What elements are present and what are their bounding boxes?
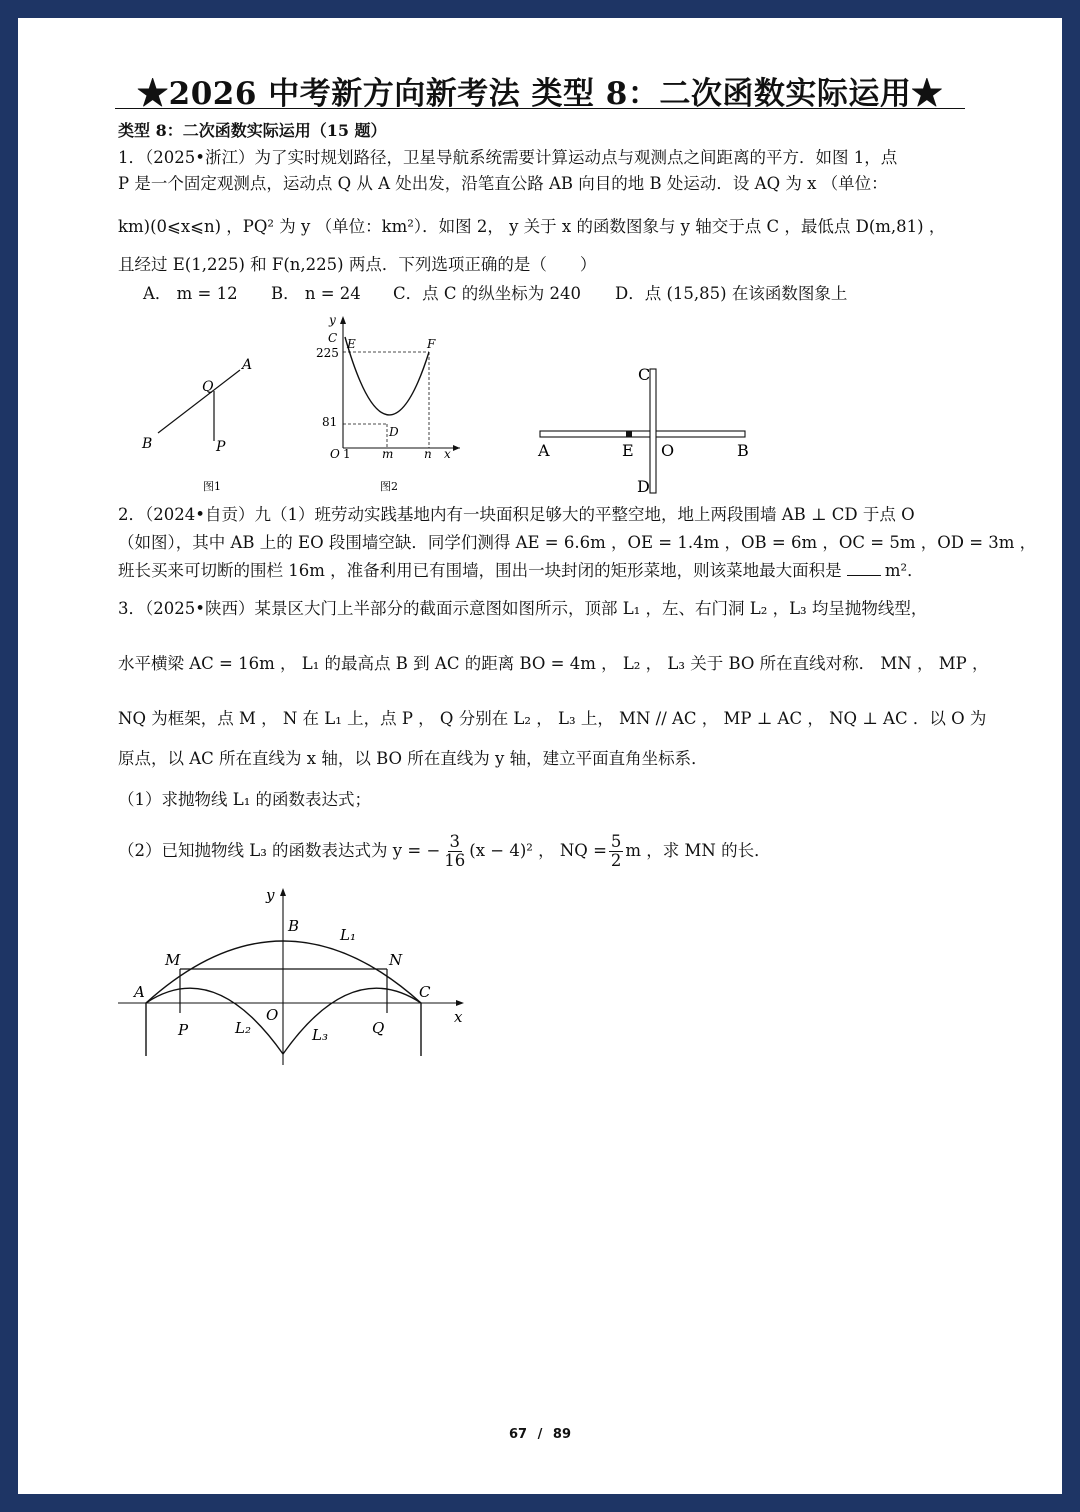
q3fig-label-n: N [389,951,403,969]
fig2-label-m: m [382,447,394,461]
q2-line-2: （如图），其中 AB 上的 EO 段围墙空缺．同学们测得 AE = 6.6m ，OE = 1.4m ，OB = 6m ，OC = 5m ，OD = 3m ， [118,533,1037,552]
q3-part-2 [118,833,968,870]
total-pages: 89 [552,1427,571,1442]
q1-line-1: 1．（2025•浙江）为了实时规划路径，卫星导航系统需要计算运动点与观测点之间距离的平方．如图 1，点 [118,148,898,167]
q3-line-2: 水平横梁 AC = 16m ， L₁ 的最高点 B 到 AC 的距离 BO = 4m ， L₂ ， L₃ 关于 BO 所在直线对称． MN ， MP ， [118,654,989,673]
q3-line-3: NQ 为框架，点 M ， N 在 L₁ 上，点 P ， Q 分别在 L₂ ， L₃ 上， MN // AC ， MP ⊥ AC ， NQ ⊥ AC ．以 O 为 [118,709,987,728]
q3fig-label-q: Q [372,1019,385,1037]
fig2-label-c: C [328,331,338,345]
q1-option-a: A． m = 12 [143,284,238,303]
fig1-label-b: B [142,436,153,452]
q1-option-d: D．点 (15,85) 在该函数图象上 [615,284,848,303]
fig2-label-n: n [424,447,432,461]
q2-line-1: 2．（2024•自贡）九（1）班劳动实践基地内有一块面积足够大的平整空地，地上两段围墙 AB ⊥ CD 于点 O [118,505,915,524]
q3fig-label-p: P [178,1021,189,1039]
page-title: ★2026 中考新方向新考法 类型 8：二次函数实际运用★ [137,76,943,112]
q3fig-label-x: x [454,1008,463,1026]
fig2-label-e: E [347,337,356,351]
q1-figure-1 [130,345,270,500]
q3fig-label-a: A [134,983,145,1001]
fraction-numerator: 3 [449,832,461,851]
current-page: 67 [509,1427,528,1442]
fig2-label-1: 1 [343,447,351,461]
q1-line-2: P 是一个固定观测点，运动点 Q 从 A 处出发，沿笔直公路 AB 向目的地 B 处运动．设 AQ 为 x （单位： [118,174,888,193]
q1-option-b: B． n = 24 [271,284,361,303]
q3fig-label-l3: L₃ [312,1026,328,1044]
q3-figure [110,880,480,1075]
q1-option-c: C．点 C 的纵坐标为 240 [393,284,581,303]
fraction-denominator: 2 [610,851,622,870]
fig2-label-o: O [330,447,340,461]
fig3-label-d: D [637,477,650,495]
fig3-label-b: B [737,441,749,460]
q1-figure-2 [300,310,470,500]
fig2-caption: 图2 [380,480,398,493]
q2-line-3-text: 班长买来可切断的围栏 16m ，准备利用已有围墙，围出一块封闭的矩形菜地，则该菜地最大面积是 [118,561,842,580]
q2-figure [530,360,760,495]
fig2-label-y: y [329,313,336,327]
fig2-label-d: D [389,425,399,439]
fraction-denominator: 16 [444,851,466,870]
fig1-label-a: A [242,357,253,373]
fig1-label-p: P [216,439,226,455]
fig2-label-225: 225 [316,346,339,360]
fraction-3-16 [442,833,467,870]
q3-part-2-c: m ，求 MN 的长． [625,841,771,860]
q3-part-1: （1）求抛物线 L₁ 的函数表达式； [118,790,372,809]
page-number [0,1427,1080,1442]
q2-line-3 [118,560,968,582]
q3fig-label-l2: L₂ [235,1019,251,1037]
page-separator: / [537,1427,543,1442]
q1-line-3: km)(0⩽x⩽n) ，PQ² 为 y （单位：km²）．如图 2， y 关于 x 的函数图象与 y 轴交于点 C ，最低点 D(m,81) ， [118,217,946,236]
q3-line-4: 原点，以 AC 所在直线为 x 轴，以 BO 所在直线为 y 轴，建立平面直角坐标系． [118,749,708,768]
q3fig-label-b: B [288,917,300,935]
q3fig-label-y: y [266,886,275,904]
title-divider [115,108,965,109]
q3-part-2-a: （2）已知抛物线 L₃ 的函数表达式为 y = − [118,841,441,860]
fig1-caption: 图1 [203,480,221,493]
fig2-label-x: x [444,447,451,461]
fraction-5-2 [609,833,624,870]
q1-options [143,283,993,305]
answer-blank [847,561,881,576]
fig3-label-e: E [622,441,634,460]
q3fig-label-m: M [165,951,181,969]
q2-unit: m²． [884,561,924,580]
section-title: 类型 8：二次函数实际运用（15 题） [118,121,387,140]
q3fig-label-c: C [419,983,431,1001]
fig3-label-o: O [661,441,675,460]
q1-line-4: 且经过 E(1,225) 和 F(n,225) 两点．下列选项正确的是（ ） [118,255,597,274]
fig2-label-f: F [427,337,436,351]
fig2-label-81: 81 [322,415,338,429]
q3fig-label-o: O [266,1006,279,1024]
fig3-label-a: A [538,441,550,460]
q3-line-1: 3．（2025•陕西）某景区大门上半部分的截面示意图如图所示，顶部 L₁ ，左、右门洞 L₂ ，L₃ 均呈抛物线型， [118,599,928,618]
fraction-numerator: 5 [610,832,622,851]
q3fig-label-l1: L₁ [340,926,356,944]
fig3-label-c: C [638,365,651,384]
fig1-label-q: Q [202,379,214,395]
q3-part-2-b: (x − 4)² ， NQ = [469,841,607,860]
